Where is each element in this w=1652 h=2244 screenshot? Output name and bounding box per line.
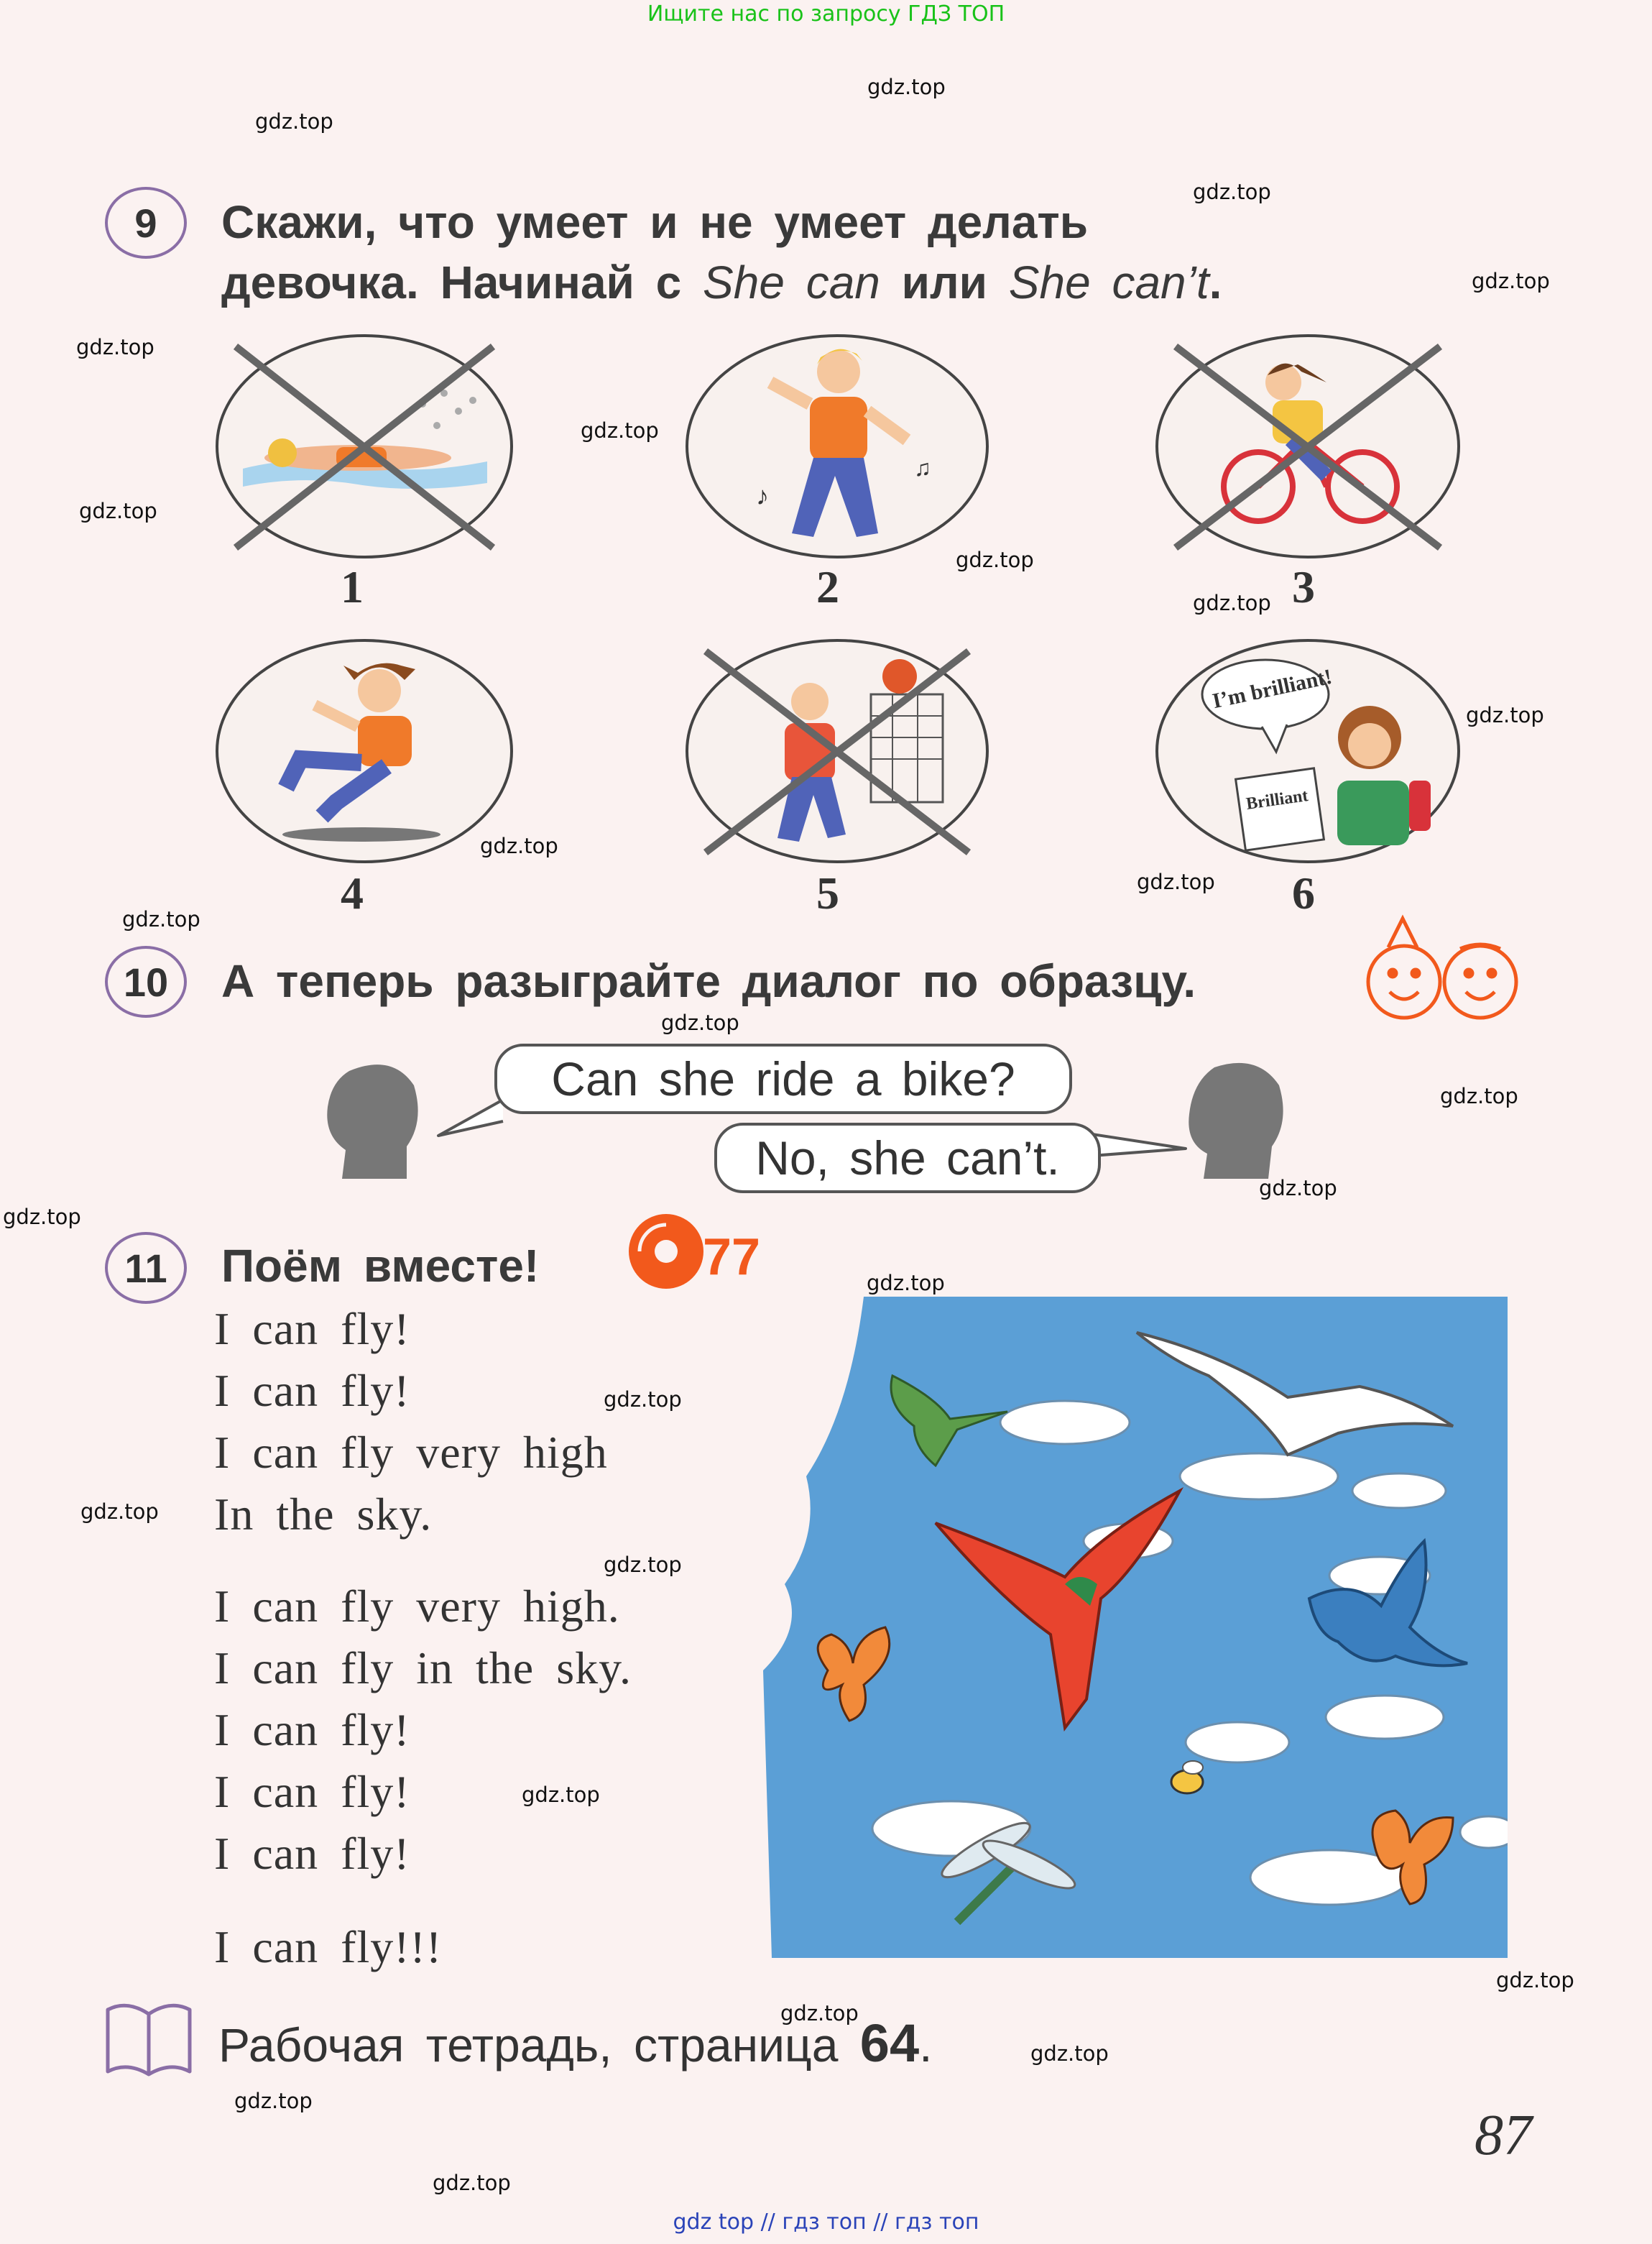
picture-2-dancing	[684, 332, 990, 561]
speech-bubble-text: I’m brilliant!	[1210, 664, 1334, 714]
watermark: gdz.top	[1030, 2041, 1109, 2066]
dialog-answer-bubble: No, she can’t.	[714, 1123, 1101, 1193]
silhouette-left	[320, 1057, 428, 1186]
song-line: In the sky.	[214, 1489, 433, 1540]
instruction-conjunction: или	[901, 257, 987, 308]
picture-1-swimming	[214, 332, 514, 561]
watermark: gdz.top	[867, 1271, 945, 1295]
watermark: gdz.top	[867, 75, 946, 99]
watermark: gdz.top	[79, 499, 157, 523]
cd-icon	[627, 1212, 706, 1291]
watermark: gdz.top	[1466, 703, 1544, 727]
watermark: gdz.top	[780, 2001, 859, 2025]
song-line: I can fly!	[214, 1704, 410, 1755]
watermark: gdz.top	[1440, 1084, 1518, 1108]
song-line: I can fly very high.	[214, 1581, 620, 1632]
watermark: gdz.top	[522, 1783, 600, 1807]
phrase-she-can: She can	[703, 257, 880, 308]
svg-text:♫: ♫	[914, 455, 931, 481]
workbook-icon	[102, 2000, 195, 2079]
picture-3-label: 3	[1292, 561, 1315, 612]
bubble-tail-right	[1085, 1113, 1193, 1177]
watermark: gdz.top	[604, 1387, 682, 1412]
song-line: I can fly!	[214, 1828, 410, 1879]
silhouette-right	[1178, 1057, 1293, 1186]
picture-2-label: 2	[816, 561, 839, 612]
dialog-question-bubble: Can she ride a bike?	[494, 1044, 1072, 1114]
exercise-10-instruction: А теперь разыграйте диалог по образцу.	[221, 955, 1196, 1007]
picture-6-label: 6	[1292, 868, 1315, 919]
watermark: gdz.top	[255, 109, 333, 134]
top-banner[interactable]: Ищите нас по запросу ГДЗ ТОП	[647, 1, 1005, 27]
watermark: gdz.top	[1472, 269, 1550, 293]
bottom-banner[interactable]: gdz top // гдз топ // гдз топ	[673, 2209, 979, 2235]
pair-work-icon	[1360, 911, 1532, 1026]
picture-3-bike	[1154, 332, 1462, 561]
picture-5-label: 5	[816, 868, 839, 919]
audio-track-number: 77	[703, 1228, 761, 1286]
picture-6-reading	[1154, 637, 1462, 865]
exercise-9-instruction-line2	[221, 256, 1222, 309]
book-cover-text: Brilliant	[1245, 786, 1309, 814]
watermark: gdz.top	[604, 1553, 682, 1577]
song-line: I can fly in the sky.	[214, 1642, 632, 1693]
exercise-9-instruction-line1: Скажи, что умеет и не умеет делать	[221, 196, 1089, 248]
watermark: gdz.top	[122, 907, 200, 932]
watermark: gdz.top	[661, 1011, 739, 1035]
phrase-she-cant: She can’t	[1008, 257, 1209, 308]
workbook-prefix: Рабочая тетрадь, страница	[218, 2018, 839, 2071]
workbook-page: 64	[859, 2013, 920, 2073]
watermark: gdz.top	[1193, 180, 1271, 204]
picture-5-basketball	[684, 637, 990, 865]
exercise-9-number: 9	[105, 187, 187, 259]
picture-4-jumping	[214, 637, 514, 865]
watermark: gdz.top	[76, 335, 154, 359]
song-line: I can fly very high	[214, 1427, 608, 1478]
watermark: gdz.top	[1137, 870, 1215, 894]
workbook-reference	[218, 2013, 932, 2074]
instruction-prefix: девочка. Начинай с	[221, 257, 682, 308]
exercise-11-instruction: Поём вместе!	[221, 1240, 540, 1292]
picture-4-label: 4	[341, 868, 364, 919]
watermark: gdz.top	[80, 1499, 159, 1524]
watermark: gdz.top	[234, 2089, 313, 2113]
song-line: I can fly!	[214, 1766, 410, 1817]
sky-illustration	[763, 1297, 1508, 1958]
watermark: gdz.top	[1496, 1968, 1574, 1992]
watermark: gdz.top	[3, 1205, 81, 1229]
picture-1-label: 1	[341, 561, 364, 612]
page-number: 87	[1475, 2104, 1532, 2167]
watermark: gdz.top	[956, 548, 1034, 572]
watermark: gdz.top	[581, 418, 659, 443]
exercise-10-number: 10	[105, 946, 187, 1018]
song-line: I can fly!	[214, 1365, 410, 1416]
song-line: I can fly!	[214, 1303, 410, 1354]
svg-text:♪: ♪	[756, 481, 769, 510]
watermark: gdz.top	[480, 834, 558, 858]
exercise-11-number: 11	[105, 1232, 187, 1304]
workbook-suffix: .	[919, 2018, 933, 2071]
watermark: gdz.top	[1193, 591, 1271, 615]
watermark: gdz.top	[1259, 1176, 1337, 1200]
watermark: gdz.top	[433, 2171, 511, 2195]
instruction-dot: .	[1209, 257, 1222, 308]
song-line-final: I can fly!!!	[214, 1921, 443, 1972]
